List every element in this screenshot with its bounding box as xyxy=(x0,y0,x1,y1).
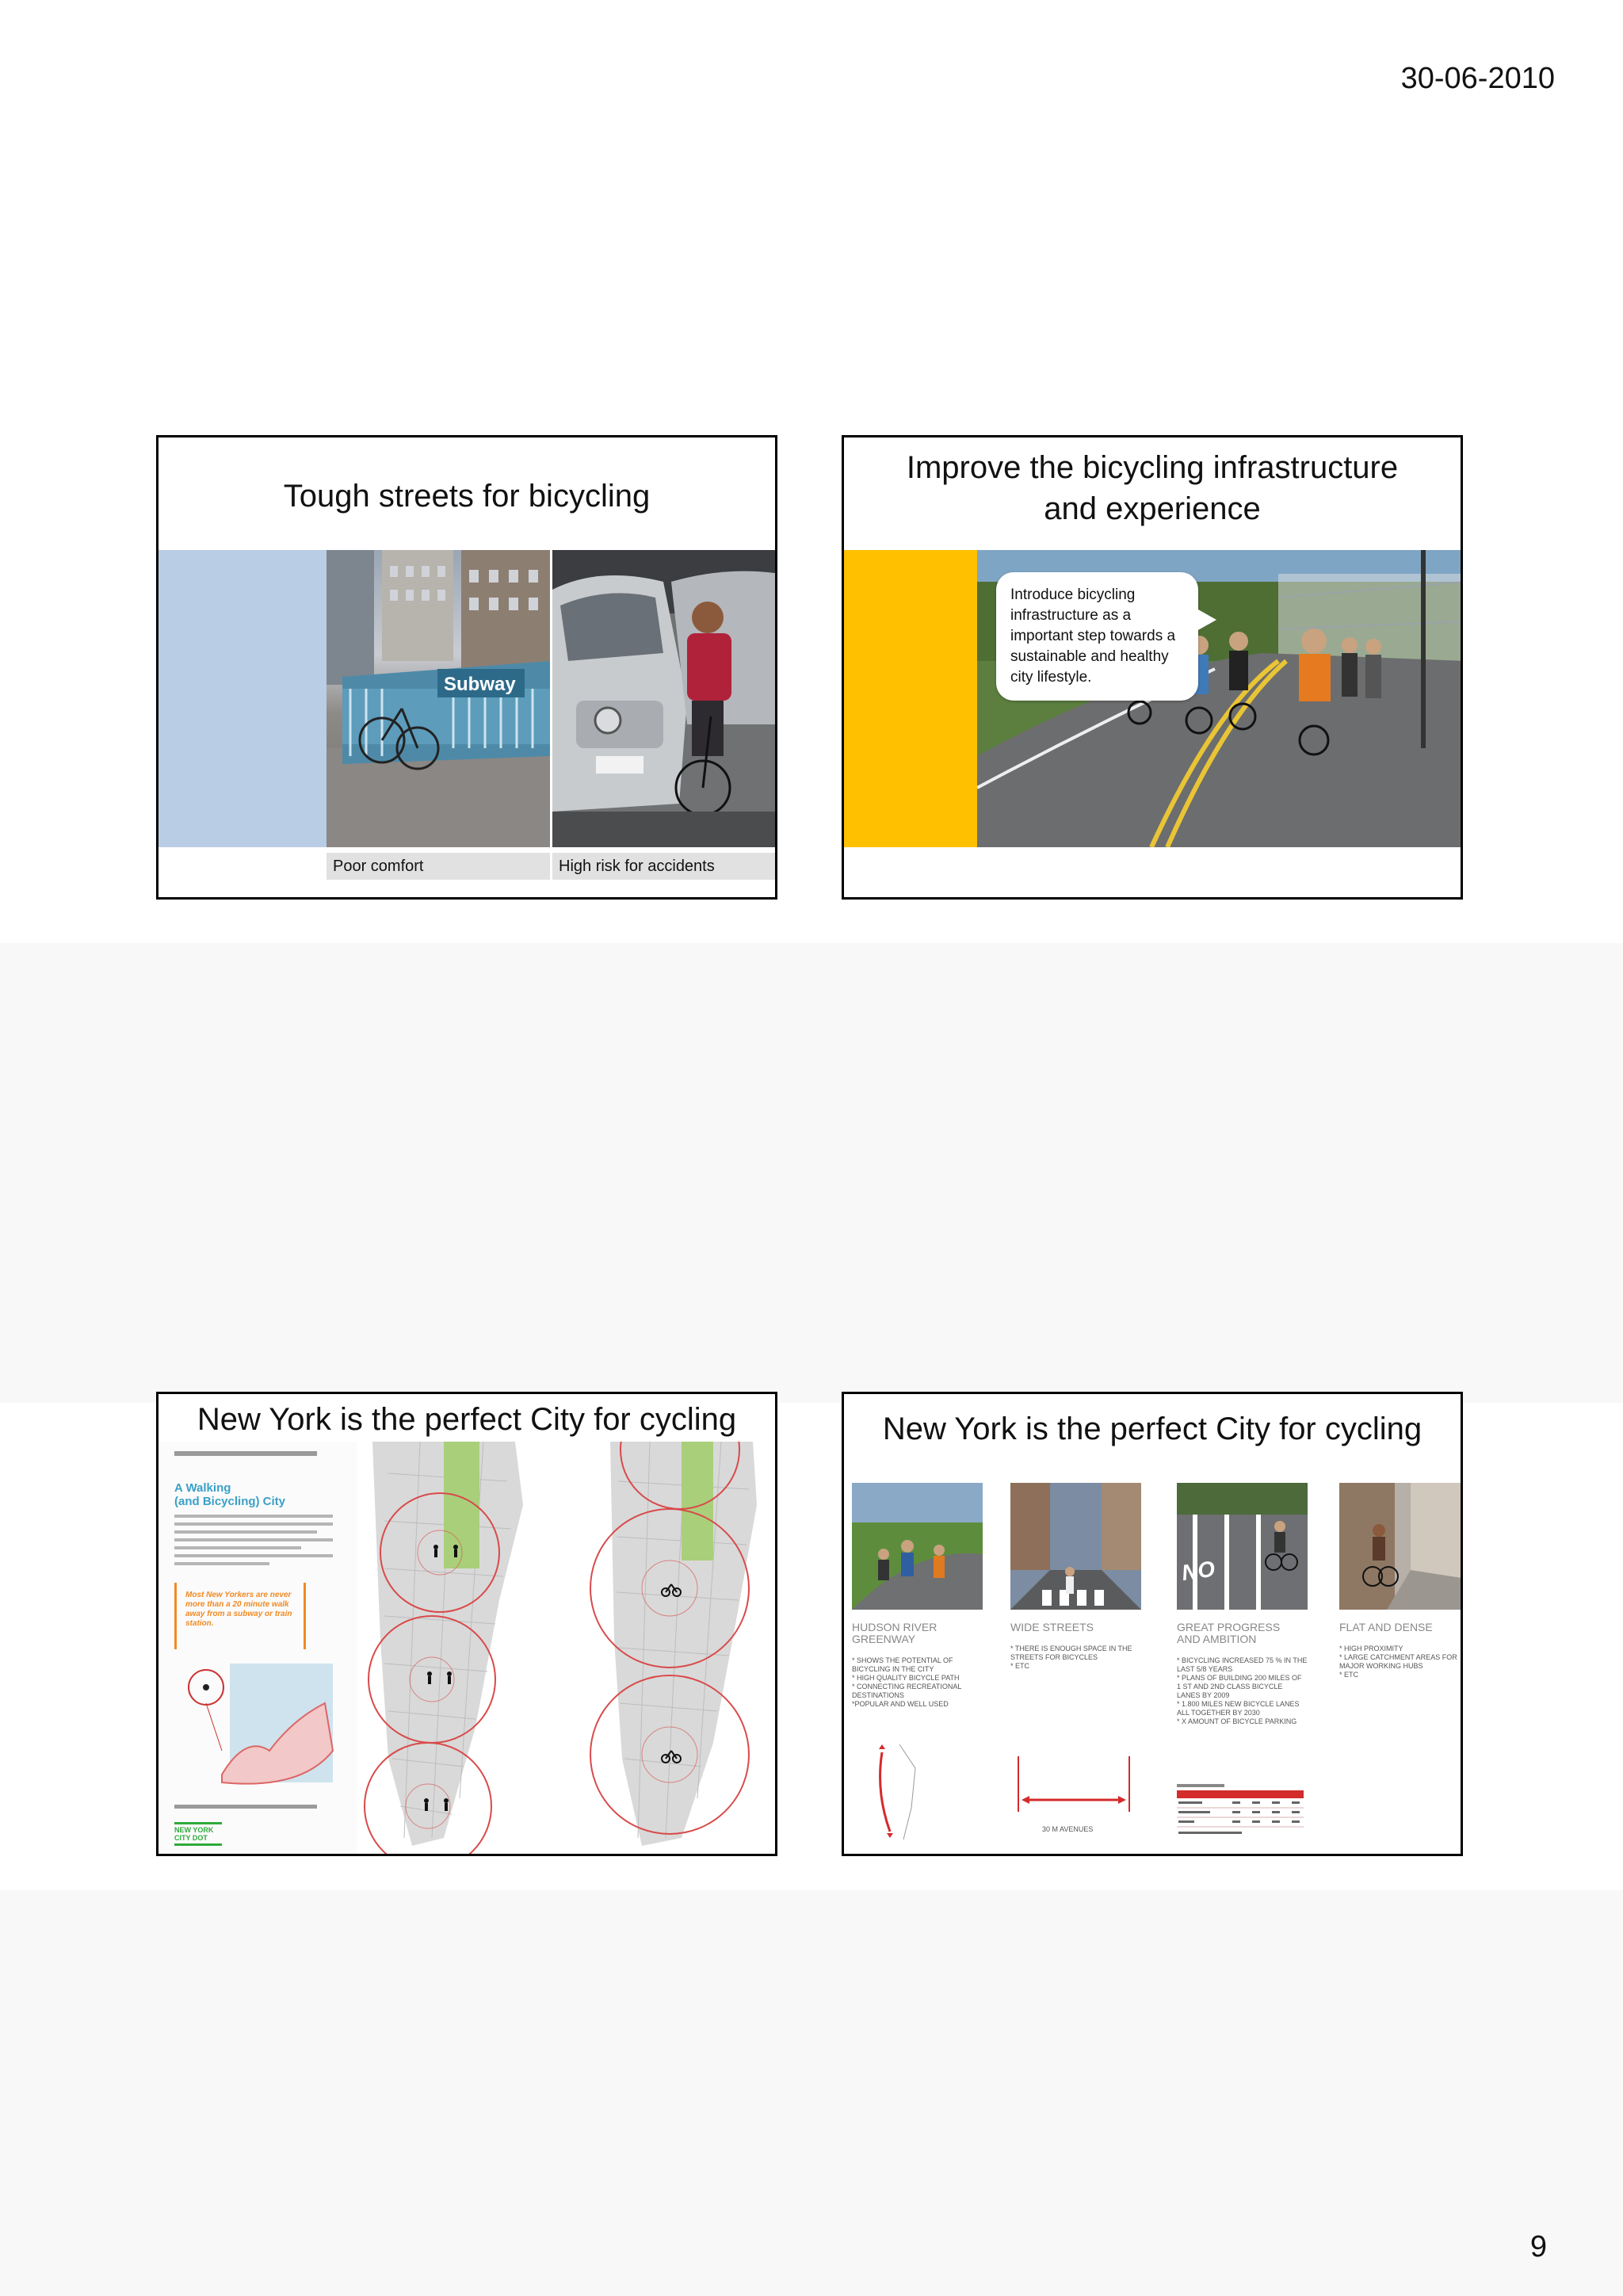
greenway-route-diagram xyxy=(868,1744,923,1839)
bullet: * ETC xyxy=(1010,1662,1030,1670)
slide-title: New York is the perfect City for cycling xyxy=(197,1402,737,1437)
bullet: * PLANS OF BUILDING 200 MILES OF 1 ST AND 2ND CLASS BICYCLE LANES BY 2009 xyxy=(1177,1674,1302,1699)
slide-ny-perfect-city-maps xyxy=(156,1392,777,1856)
bullet: * 1.800 MILES NEW BICYCLE LANES ALL TOGETHER BY 2030 xyxy=(1177,1700,1300,1717)
poster-top-text xyxy=(174,1451,317,1456)
bullet: * CONNECTING RECREATIONAL DESTINATIONS xyxy=(852,1683,962,1699)
column-heading-line-1: GREAT PROGRESS xyxy=(1177,1621,1281,1633)
poster-heading-line-1: A Walking xyxy=(174,1481,231,1495)
walking-city-poster xyxy=(158,1442,357,1856)
greenway-photo xyxy=(852,1483,983,1610)
wide-street-photo xyxy=(1010,1483,1141,1610)
callout-bubble-tail xyxy=(1191,606,1216,634)
flat-street-photo xyxy=(1339,1483,1462,1610)
bullet: * LARGE CATCHMENT AREAS FOR MAJOR WORKING HUBS xyxy=(1339,1653,1457,1670)
poster-borough-map xyxy=(174,1656,341,1790)
column-flat-and-dense xyxy=(1339,1483,1462,1847)
handout-shade-1 xyxy=(0,943,1623,1403)
column-heading-line-1: WIDE STREETS xyxy=(1010,1621,1094,1633)
bullet: * BICYCLING INCREASED 75 % IN THE LAST 5/8 YEARS xyxy=(1177,1656,1308,1673)
side-color-block xyxy=(158,550,327,847)
column-great-progress xyxy=(1177,1483,1308,1847)
walking-catchment-map xyxy=(357,1442,563,1856)
page-date: 30-06-2010 xyxy=(1400,62,1555,95)
bullet: * HIGH QUALITY BICYCLE PATH xyxy=(852,1674,960,1682)
bullet: * ETC xyxy=(1339,1671,1359,1679)
slide-ny-perfect-city-columns xyxy=(842,1392,1463,1856)
slide-title: Tough streets for bicycling xyxy=(283,479,651,514)
bullet: *POPULAR AND WELL USED xyxy=(852,1700,949,1708)
bike-lane-stats-table xyxy=(1177,1784,1304,1839)
column-wide-streets xyxy=(1010,1483,1141,1847)
handout-shade-2 xyxy=(0,1890,1623,2296)
avenue-width-diagram xyxy=(1010,1756,1141,1820)
traffic-photo xyxy=(552,550,777,847)
poster-heading-line-2: (and Bicycling) City xyxy=(174,1495,286,1508)
bullet: * THERE IS ENOUGH SPACE IN THE STREETS FOR BICYCLES xyxy=(1010,1645,1132,1661)
poster-footnote xyxy=(174,1805,317,1809)
slide-title-line-2: and experience xyxy=(1044,491,1261,526)
side-color-block xyxy=(844,550,977,847)
bullet: * X AMOUNT OF BICYCLE PARKING xyxy=(1177,1717,1297,1725)
slide-improve-infrastructure xyxy=(842,435,1463,900)
column-hudson-river-greenway xyxy=(852,1483,983,1847)
page-number: 9 xyxy=(1529,2230,1547,2264)
poster-body-text xyxy=(174,1515,333,1565)
column-heading-line-1: FLAT AND DENSE xyxy=(1339,1621,1433,1633)
column-heading-line-2: GREENWAY xyxy=(852,1633,916,1645)
subway-sign-text: Subway xyxy=(444,674,516,695)
slide-title: New York is the perfect City for cycling xyxy=(882,1412,1423,1446)
callout-bubble: Introduce bicycling infrastructure as a important step towards a sustainable and healthy city lifestyle. xyxy=(996,572,1198,701)
slide-tough-streets xyxy=(156,435,777,900)
column-heading-line-1: HUDSON RIVER xyxy=(852,1621,938,1633)
column-heading-line-2: AND AMBITION xyxy=(1177,1633,1257,1645)
bullet: * SHOWS THE POTENTIAL OF BICYCLING IN THE CITY xyxy=(852,1656,953,1673)
caption-high-risk: High risk for accidents xyxy=(552,853,777,880)
avenue-width-label: 30 M AVENUES xyxy=(1042,1825,1094,1833)
caption-poor-comfort: Poor comfort xyxy=(327,853,550,880)
greenway-photo xyxy=(977,550,1463,847)
bullet: * HIGH PROXIMITY xyxy=(1339,1645,1403,1652)
nyc-dot-logo: NEW YORK CITY DOT xyxy=(174,1822,222,1846)
road-marking-no: NO xyxy=(1180,1556,1217,1586)
slide-title-line-1: Improve the bicycling infrastructure xyxy=(906,450,1399,485)
cycling-catchment-map xyxy=(563,1442,777,1856)
bike-lane-photo xyxy=(1177,1483,1308,1610)
poster-quote: Most New Yorkers are never more than a 20 minute walk away from a subway or train station. xyxy=(185,1591,292,1628)
subway-photo xyxy=(327,550,550,847)
